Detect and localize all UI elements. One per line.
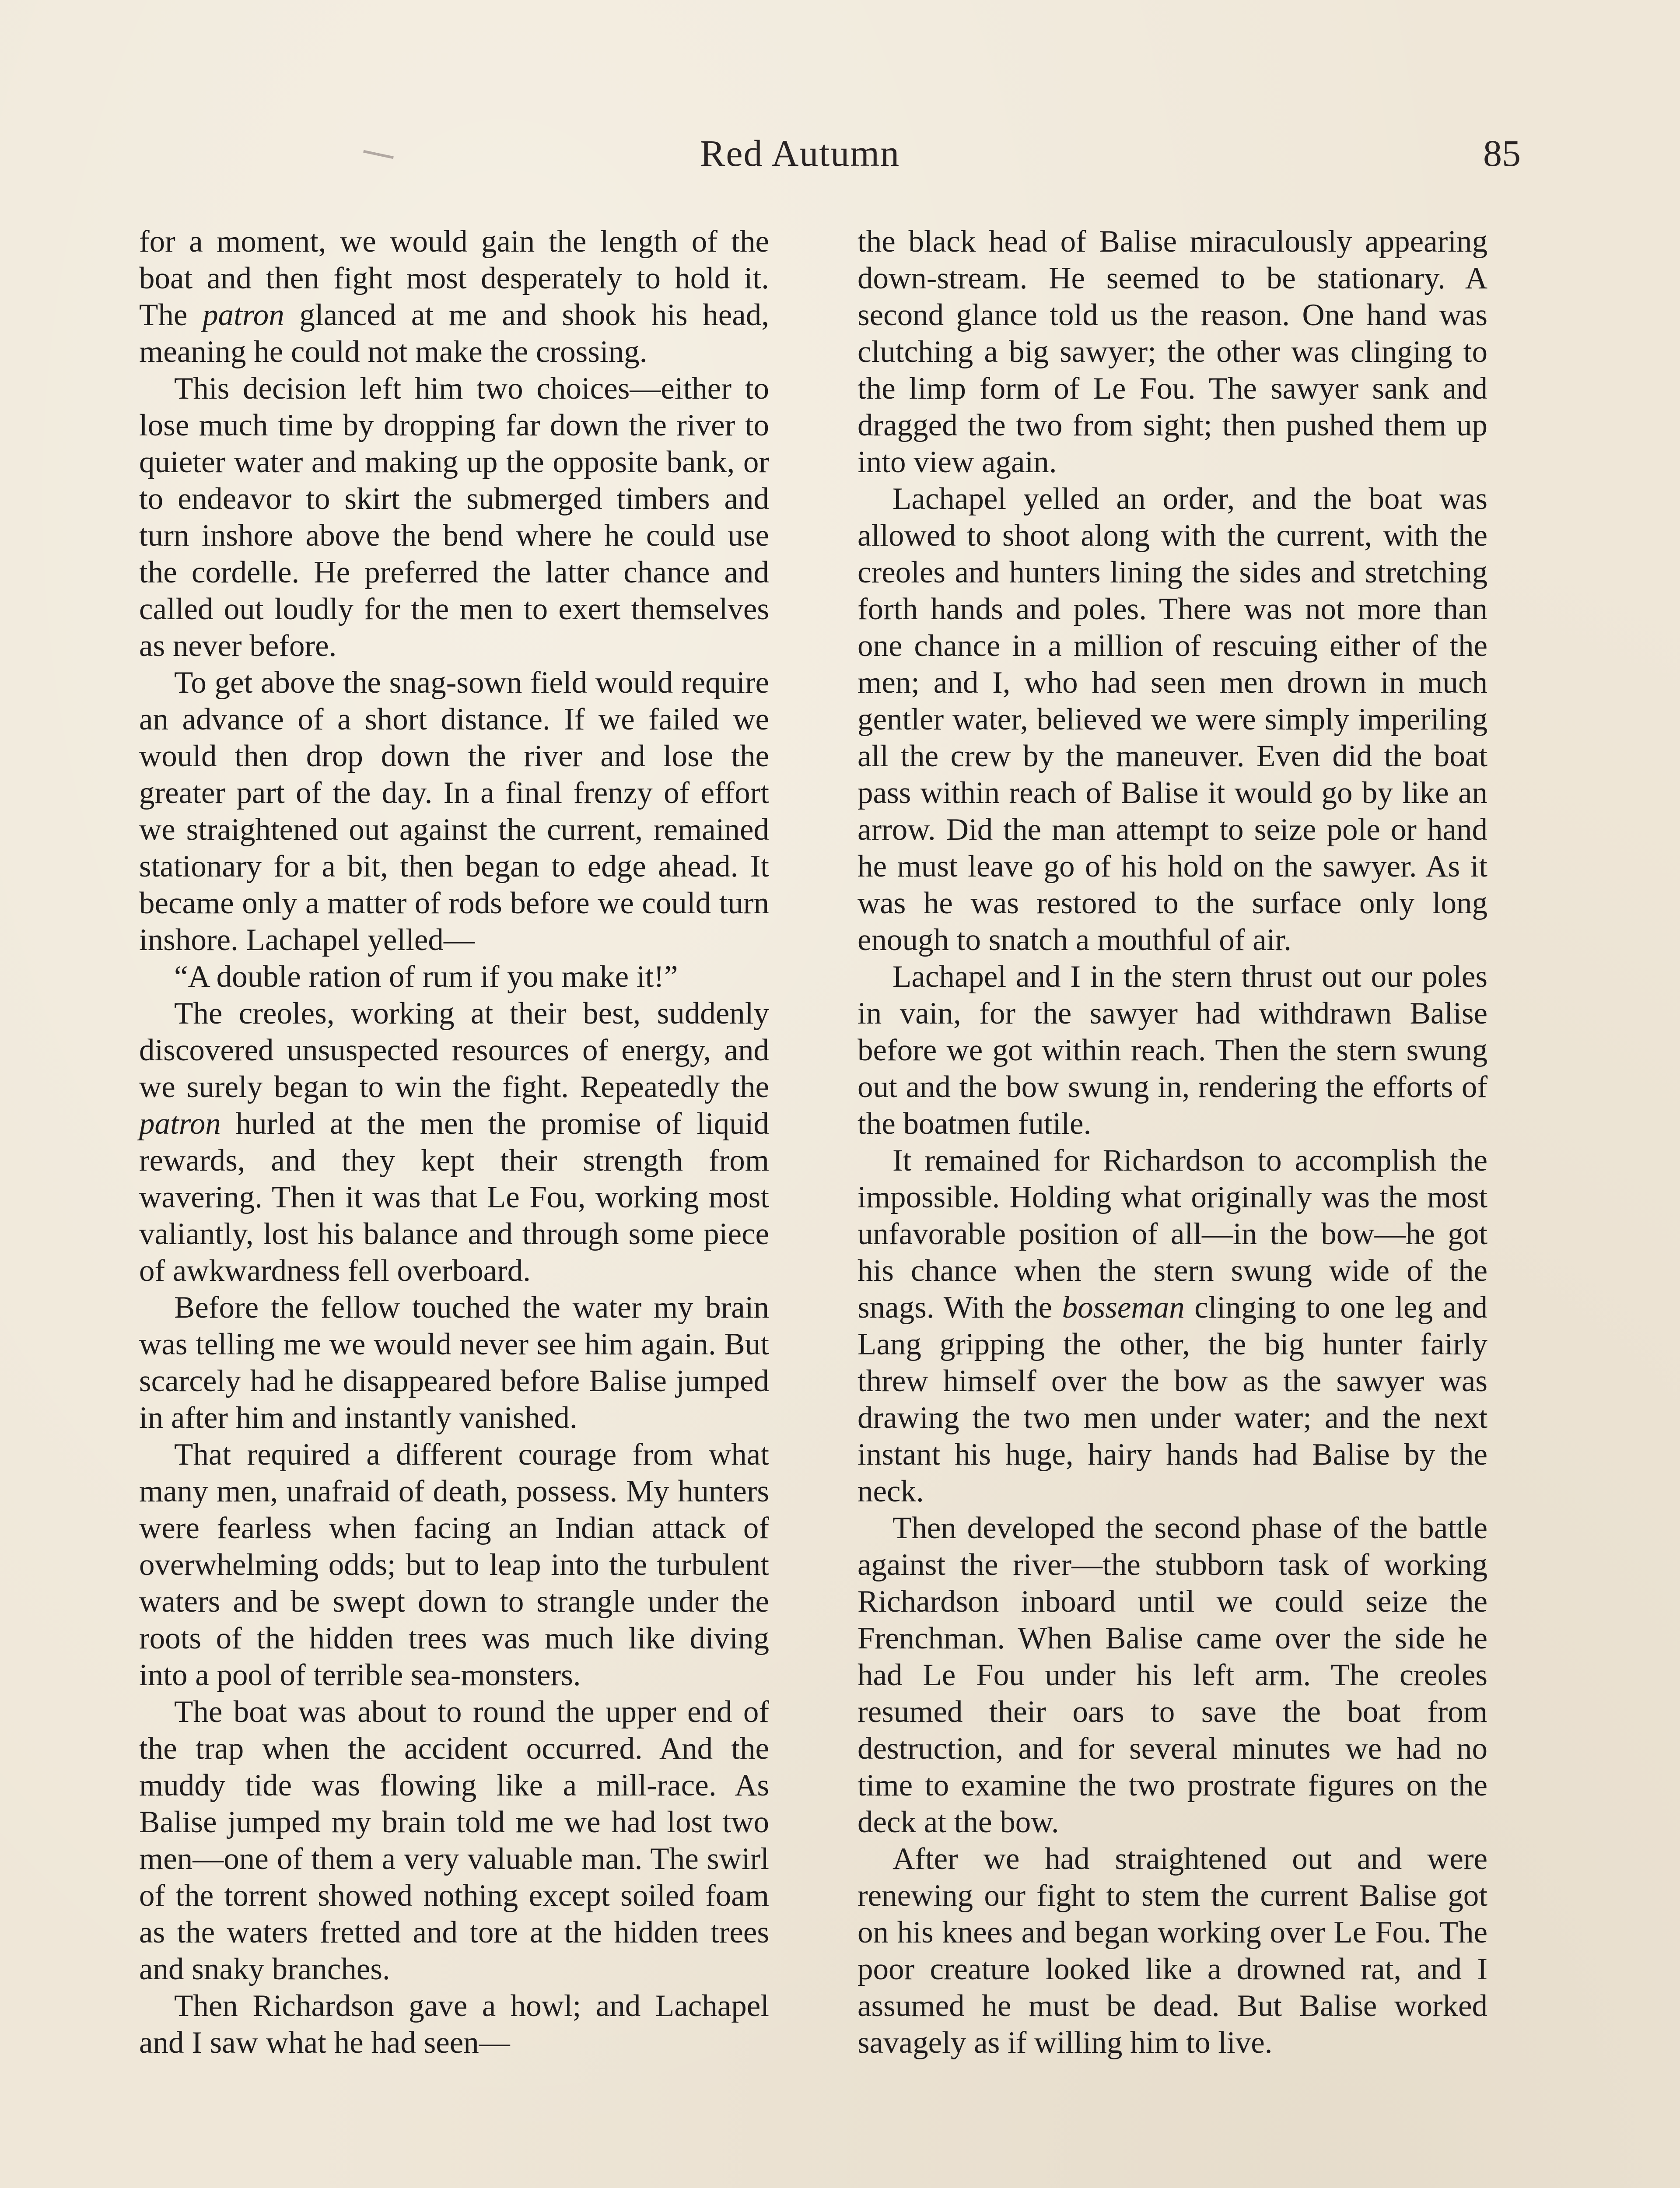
paragraph: for a moment, we would gain the length of the boat and then fight most desperately to hold it. The patron glanced at me and shook his head, meaning he could not make the crossing. [139, 224, 769, 369]
running-head: Red Autumn [700, 132, 900, 174]
paragraph: Then Richardson gave a howl; and Lachapel and I saw what he had seen— [139, 1989, 769, 2060]
page-number: 85 [1483, 132, 1521, 174]
paragraph: Then developed the second phase of the battle against the river—the stubborn task of working Richardson inboard until we could seize the Frenchman. When Balise came over the side he had Le Fou under his left arm. The creoles resumed their oars to save the boat from destruction, and for several minutes we had no time to examine the two prostrate figures on the deck at the bow. [858, 1511, 1488, 1839]
paragraph: Lachapel and I in the stern thrust out our poles in vain, for the sawyer had withdrawn Balise before we got within reach. Then the stern swung out and the bow swung in, rendering the efforts of the boatmen futile. [858, 960, 1488, 1141]
paragraph: To get above the snag-sown field would require an advance of a short distance. If we failed we would then drop down the river and lose the greater part of the day. In a final frenzy of effort we straightened out against the current, remained stationary for a bit, then began to edge ahead. It became only a matter of rods before we could turn inshore. Lachapel yelled— [139, 666, 769, 957]
right-column [858, 223, 1488, 2061]
paragraph: This decision left him two choices—either to lose much time by dropping far down the river to quieter water and making up the opposite bank, or to endeavor to skirt the submerged timbers and turn inshore above the bend where he could use the cordelle. He preferred the latter chance and called out loudly for the men to exert themselves as never before. [139, 372, 769, 663]
paragraph: The boat was about to round the upper end of the trap when the accident occurred. And the muddy tide was flowing like a mill-race. As Balise jumped my brain told me we had lost two men—one of them a very valuable man. The swirl of the torrent showed nothing except soiled foam as the waters fretted and tore at the hidden trees and snaky branches. [139, 1695, 769, 1986]
paragraph: Lachapel yelled an order, and the boat was allowed to shoot along with the current, with the creoles and hunters lining the sides and stretching forth hands and poles. There was not more than one chance in a million of rescuing either of the men; and I, who had seen men drown in much gentler water, believed we were simply imperiling all the crew by the maneuver. Even did the boat pass within reach of Balise it would go by like an arrow. Did the man attempt to seize pole or hand he must leave go of his hold on the sawyer. As it was he was restored to the surface only long enough to snatch a mouthful of air. [858, 482, 1488, 957]
left-column [139, 223, 769, 2061]
paragraph: Before the fellow touched the water my brain was telling me we would never see him again. But scarcely had he disappeared before Balise jumped in after him and instantly vanished. [139, 1290, 769, 1435]
paragraph: That required a different courage from what many men, unafraid of death, possess. My hunters were fearless when facing an Indian attack of overwhelming odds; but to leap into the turbulent waters and be swept down to strangle under the roots of the hidden trees was much like diving into a pool of terrible sea-monsters. [139, 1438, 769, 1692]
paragraph: The creoles, working at their best, suddenly discovered unsuspected resources of energy, and we surely began to win the fight. Repeatedly the patron hurled at the men the promise of liquid rewards, and they kept their strength from wavering. Then it was that Le Fou, working most valiantly, lost his balance and through some piece of awkwardness fell overboard. [139, 996, 769, 1288]
paragraph: the black head of Balise miraculously appearing down-stream. He seemed to be stationary. A second glance told us the reason. One hand was clutching a big sawyer; the other was clinging to the limp form of Le Fou. The sawyer sank and dragged the two from sight; then pushed them up into view again. [858, 224, 1488, 479]
paragraph: After we had straightened out and were renewing our fight to stem the current Balise got on his knees and began working over Le Fou. The poor creature looked like a drowned rat, and I assumed he must be dead. But Balise worked savagely as if willing him to live. [858, 1842, 1488, 2060]
paragraph: “A double ration of rum if you make it!” [174, 960, 678, 994]
paragraph: It remained for Richardson to accomplish the impossible. Holding what originally was the most unfavorable position of all—in the bow—he got his chance when the stern swung wide of the snags. With the bosseman clinging to one leg and Lang gripping the other, the big hunter fairly threw himself over the bow as the sawyer was drawing the two men under water; and the next instant his huge, hairy hands had Balise by the neck. [858, 1143, 1488, 1508]
print-mark [363, 150, 394, 159]
